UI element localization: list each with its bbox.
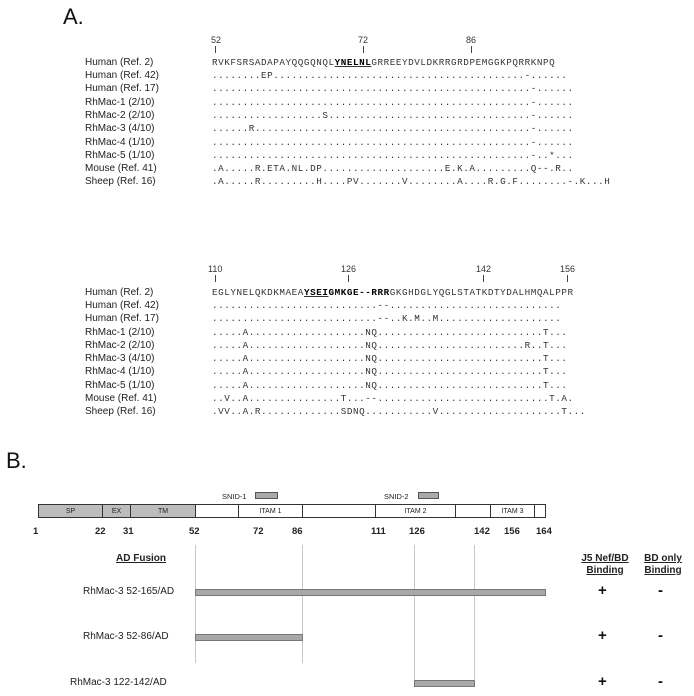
row-label: RhMac-3 (4/10): [85, 353, 155, 364]
seq-segment-bold: GMKGE--RRR: [328, 287, 390, 298]
row-label: RhMac-3 (4/10): [85, 123, 155, 134]
block2-tick-mark-110: [215, 275, 216, 282]
block2-tick-142: 142: [476, 264, 492, 274]
j5-binding-result: +: [598, 627, 607, 644]
row-label: Mouse (Ref. 41): [85, 393, 157, 404]
aligned-sequence: .....A...................NQ...........................T...: [212, 380, 568, 391]
row-label: RhMac-5 (1/10): [85, 150, 155, 161]
snid-2-label: SNID-2: [384, 492, 409, 501]
j5-header-line-2: Binding: [586, 565, 624, 576]
aligned-sequence: .....A...................NQ........................R..T...: [212, 340, 568, 351]
itam1-motif: YNELNL: [334, 57, 372, 68]
row-label: RhMac-4 (1/10): [85, 137, 155, 148]
guide-line-86: [302, 545, 303, 663]
row-label: Human (Ref. 2): [85, 57, 154, 68]
aligned-sequence: .VV..A.R.............SDNQ...........V....................T...: [212, 406, 586, 417]
fusion-bar-52-86: [195, 634, 303, 641]
seq-segment: EGLYNELQKDKMAEA: [212, 287, 304, 298]
panel-b-label: B.: [6, 448, 27, 473]
panel-a-label: A.: [63, 4, 84, 29]
domain-gap: [303, 505, 376, 517]
snid-1-label: SNID-1: [222, 492, 247, 501]
j5-header-line-1: J5 Nef/BD: [581, 553, 629, 564]
snid-2-bar: [418, 492, 439, 499]
domain-itam-1: ITAM 1: [239, 505, 303, 517]
position-31: 31: [123, 526, 134, 537]
aligned-sequence: .....A...................NQ...........................T...: [212, 353, 568, 364]
row-label: Human (Ref. 42): [85, 300, 159, 311]
fusion-bar-52-165: [195, 589, 546, 596]
row-label: RhMac-4 (1/10): [85, 366, 155, 377]
block2-tick-mark-142: [483, 275, 484, 282]
bd-header-line-2: Binding: [644, 565, 682, 576]
aligned-sequence: .A.....R.........H....PV.......V........A....R.G.F........-.K...H: [212, 176, 611, 187]
position-72: 72: [253, 526, 264, 537]
seq-segment: GKGHDGLYQGLSTATKDTYDALHMQALPPR: [389, 287, 574, 298]
domain-itam-3: ITAM 3: [491, 505, 535, 517]
aligned-sequence: ....................................................-..*...: [212, 150, 574, 161]
row-label: Human (Ref. 17): [85, 83, 159, 94]
bd-only-binding-header: [638, 553, 688, 577]
block1-tick-mark-52: [215, 46, 216, 53]
block2-tick-110: 110: [208, 264, 223, 274]
guide-line-142: [474, 545, 475, 685]
j5-binding-result: +: [598, 673, 607, 690]
itam2-motif: YSEI: [303, 287, 329, 298]
aligned-sequence: .A.....R.ETA.NL.DP....................E.K.A.........Q--.R..: [212, 163, 574, 174]
domain-gap: [196, 505, 239, 517]
j5-binding-result: +: [598, 582, 607, 599]
aligned-sequence: .....A...................NQ...........................T...: [212, 327, 568, 338]
seq-segment: GRREEYDVLDKRRGRDPEMGGKPQRRKNPQ: [371, 57, 556, 68]
position-1: 1: [33, 526, 39, 537]
fusion-bar-122-142: [414, 680, 475, 687]
aligned-sequence: ......R.............................................-......: [212, 123, 574, 134]
row-label: RhMac-1 (2/10): [85, 97, 155, 108]
position-52: 52: [189, 526, 200, 537]
block2-tick-126: 126: [341, 264, 357, 274]
row-label: RhMac-2 (2/10): [85, 340, 155, 351]
guide-line-52: [195, 545, 196, 663]
row-label: Sheep (Ref. 16): [85, 406, 156, 417]
fusion-label: RhMac-3 52-86/AD: [83, 631, 169, 642]
domain-ex: EX: [103, 505, 131, 517]
domain-sp: SP: [39, 505, 103, 517]
position-111: 111: [371, 526, 386, 537]
snid-1-bar: [255, 492, 278, 499]
bd-binding-result: -: [658, 673, 663, 690]
protein-domain-bar: [38, 504, 546, 518]
aligned-sequence: ....................................................-......: [212, 137, 574, 148]
row-label: RhMac-5 (1/10): [85, 380, 155, 391]
aligned-sequence: ....................................................-......: [212, 97, 574, 108]
block1-tick-52: 52: [211, 35, 222, 45]
domain-tm: TM: [131, 505, 196, 517]
block1-tick-mark-72: [363, 46, 364, 53]
position-86: 86: [292, 526, 303, 537]
position-142: 142: [474, 526, 490, 537]
aligned-sequence: ..V..A...............T...--............................T.A.: [212, 393, 574, 404]
aligned-sequence: ...........................--............................: [212, 300, 562, 311]
aligned-sequence: .....A...................NQ...........................T...: [212, 366, 568, 377]
block2-tick-mark-126: [348, 275, 349, 282]
row-label: Human (Ref. 17): [85, 313, 159, 324]
position-22: 22: [95, 526, 106, 537]
bd-binding-result: -: [658, 627, 663, 644]
fusion-label: RhMac-3 122-142/AD: [70, 677, 167, 688]
position-126: 126: [409, 526, 425, 537]
aligned-sequence: ........EP.........................................-......: [212, 70, 568, 81]
row-label: RhMac-1 (2/10): [85, 327, 155, 338]
position-156: 156: [504, 526, 520, 537]
row-label: RhMac-2 (2/10): [85, 110, 155, 121]
seq-segment: RVKFSRSADAPAYQQGQNQL: [212, 57, 335, 68]
block2-tick-mark-156: [567, 275, 568, 282]
bd-header-line-1: BD only: [644, 553, 682, 564]
block2-tick-156: 156: [560, 264, 576, 274]
fusion-label: RhMac-3 52-165/AD: [83, 586, 175, 597]
row-label: Sheep (Ref. 16): [85, 176, 156, 187]
row-label: Human (Ref. 2): [85, 287, 154, 298]
block1-tick-72: 72: [358, 35, 369, 45]
position-164: 164: [536, 526, 552, 537]
block1-tick-86: 86: [466, 35, 477, 45]
domain-tail: [535, 505, 546, 517]
domain-itam-2: ITAM 2: [376, 505, 456, 517]
domain-gap: [456, 505, 491, 517]
guide-line-122: [414, 545, 415, 685]
block1-tick-mark-86: [471, 46, 472, 53]
aligned-sequence: ..................S.................................-......: [212, 110, 574, 121]
bd-binding-result: -: [658, 582, 663, 599]
aligned-sequence: ...........................--..K.M..M....................: [212, 313, 562, 324]
ad-fusion-header: AD Fusion: [116, 553, 166, 564]
row-label: Human (Ref. 42): [85, 70, 159, 81]
reference-sequence: [212, 57, 555, 68]
row-label: Mouse (Ref. 41): [85, 163, 157, 174]
aligned-sequence: ....................................................-......: [212, 83, 574, 94]
j5-nef-bd-binding-header: [578, 553, 632, 577]
reference-sequence: [212, 287, 574, 298]
